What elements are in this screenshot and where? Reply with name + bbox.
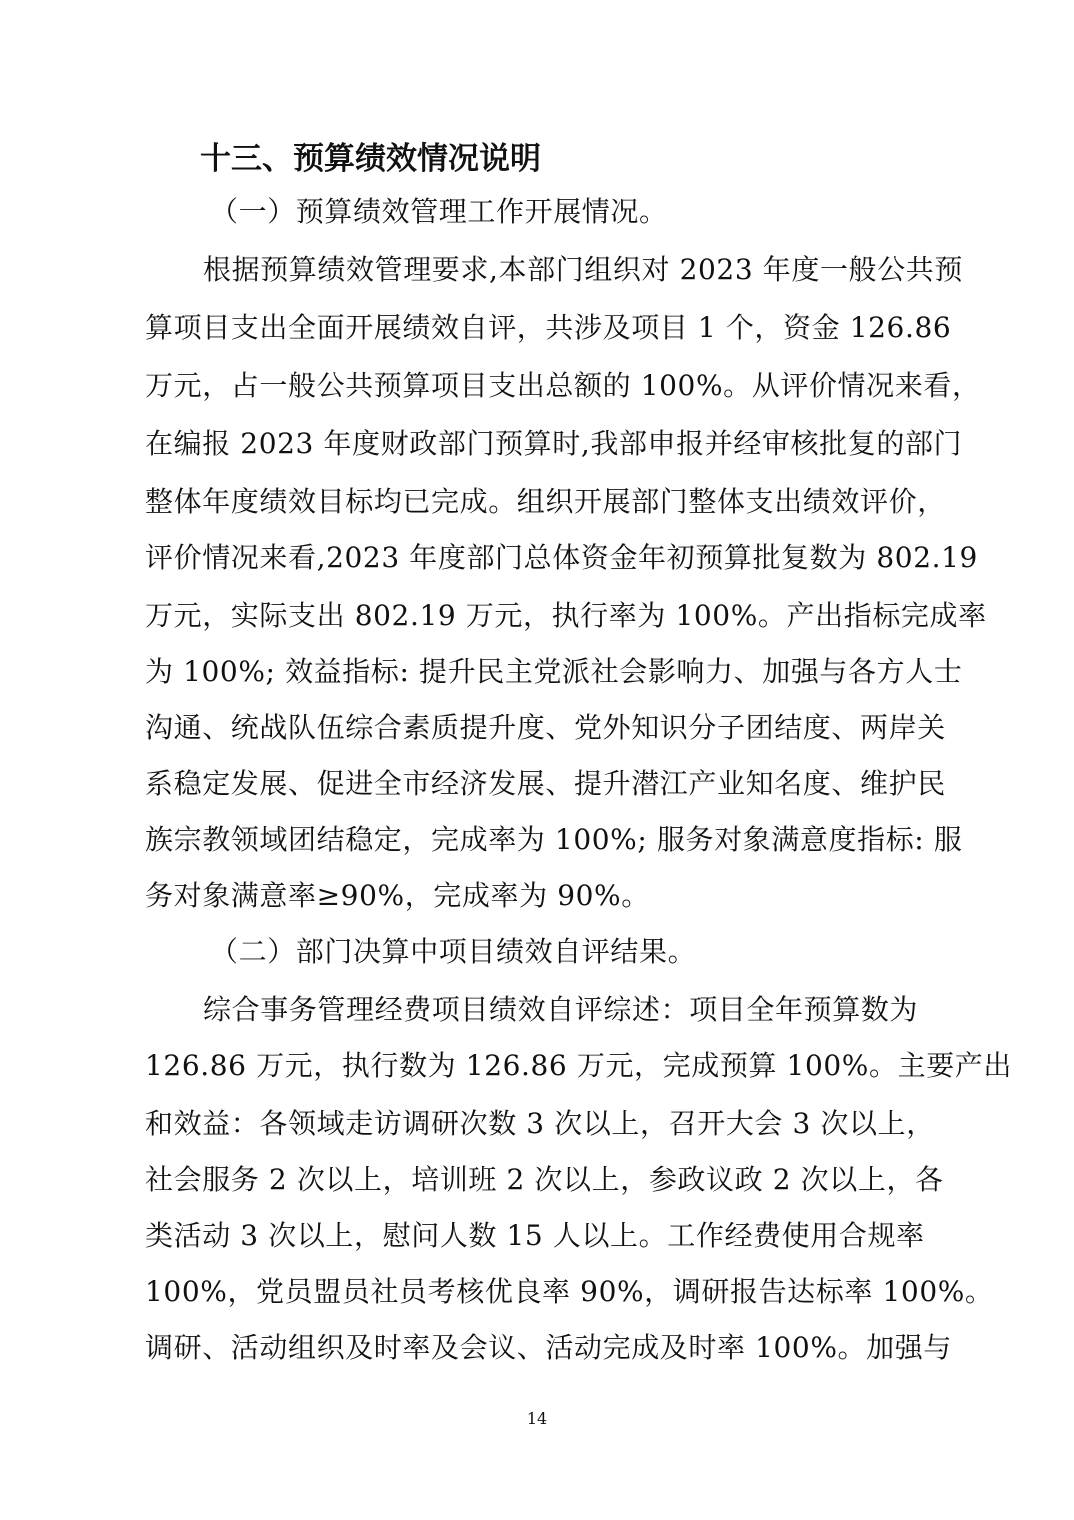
subsection-title-2: （二）部门决算中项目绩效自评结果。: [210, 935, 697, 968]
paragraph-2-line: 类活动 3 次以上，慰问人数 15 人以上。工作经费使用合规率: [145, 1219, 925, 1252]
paragraph-1-line: 在编报 2023 年度财政部门预算时,我部申报并经审核批复的部门: [145, 427, 963, 460]
paragraph-2-line: 综合事务管理经费项目绩效自评综述：项目全年预算数为: [203, 993, 919, 1026]
paragraph-1-line: 算项目支出全面开展绩效自评，共涉及项目 1 个，资金 126.86: [145, 311, 952, 344]
paragraph-1-line: 沟通、统战队伍综合素质提升度、党外知识分子团结度、两岸关: [145, 711, 946, 744]
paragraph-2-line: 社会服务 2 次以上，培训班 2 次以上，参政议政 2 次以上，各: [145, 1163, 944, 1196]
paragraph-1-line: 评价情况来看,2023 年度部门总体资金年初预算批复数为 802.19: [145, 541, 978, 574]
paragraph-1-line: 根据预算绩效管理要求,本部门组织对 2023 年度一般公共预: [203, 253, 963, 286]
paragraph-2-line: 126.86 万元，执行数为 126.86 万元，完成预算 100%。主要产出: [145, 1049, 1012, 1082]
paragraph-2-line: 和效益：各领域走访调研次数 3 次以上，召开大会 3 次以上，: [145, 1107, 935, 1140]
paragraph-1-line: 为 100%; 效益指标: 提升民主党派社会影响力、加强与各方人士: [145, 655, 963, 688]
paragraph-2-line: 调研、活动组织及时率及会议、活动完成及时率 100%。加强与: [145, 1331, 952, 1364]
paragraph-1-line: 系稳定发展、促进全市经济发展、提升潜江产业知名度、维护民: [145, 767, 946, 800]
page-number: 14: [526, 1409, 548, 1428]
section-heading: 十三、预算绩效情况说明: [200, 141, 541, 177]
paragraph-1-line: 万元，占一般公共预算项目支出总额的 100%。从评价情况来看，: [145, 369, 981, 402]
paragraph-1-line: 万元，实际支出 802.19 万元，执行率为 100%。产出指标完成率: [145, 599, 987, 632]
paragraph-1-line: 整体年度绩效目标均已完成。组织开展部门整体支出绩效评价，: [145, 485, 946, 518]
paragraph-1-line: 务对象满意率≥90%，完成率为 90%。: [145, 879, 650, 912]
paragraph-2-line: 100%，党员盟员社员考核优良率 90%，调研报告达标率 100%。: [145, 1275, 994, 1308]
subsection-title-1: （一）预算绩效管理工作开展情况。: [210, 195, 668, 228]
paragraph-1-line: 族宗教领域团结稳定，完成率为 100%; 服务对象满意度指标: 服: [145, 823, 963, 856]
